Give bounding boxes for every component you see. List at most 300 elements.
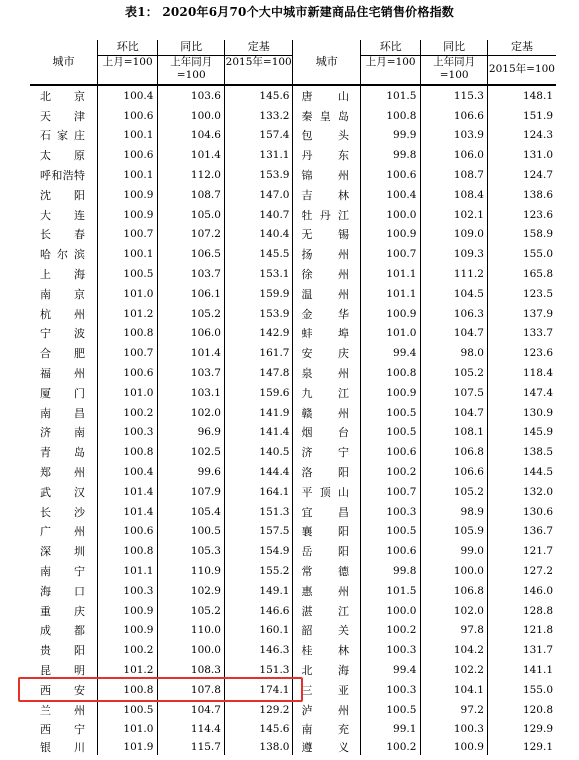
fixed-value-right: 144.5: [522, 466, 553, 479]
mom-value-left: 100.6: [98, 145, 158, 165]
table-row: [30, 581, 556, 601]
fixed-value-right: 148.1: [522, 89, 553, 102]
mom-value-right: 100.8: [360, 363, 420, 383]
city-name-right: 扬州: [293, 244, 361, 264]
fixed-header-right: 定基: [487, 40, 556, 55]
yoy-value-right: 97.8: [421, 621, 488, 641]
fixed-value-right: 147.4: [522, 386, 553, 399]
fixed-value-left: 129.2: [224, 700, 293, 720]
city-name-right: 吉林: [293, 185, 361, 205]
city-name-left: 西宁: [30, 720, 98, 740]
table-row: [30, 324, 556, 344]
city-name-right: 南充: [293, 720, 361, 740]
yoy-value-right: 104.7: [421, 324, 488, 344]
city-name-left: 南京: [30, 284, 98, 304]
city-name-left: 天津: [30, 106, 98, 126]
city-name-left: 杭州: [30, 304, 98, 324]
fixed-value-left: 159.9: [224, 284, 293, 304]
yoy-value-right: 100.9: [421, 739, 488, 755]
fixed-value-right: 128.8: [522, 604, 553, 617]
city-name-left: 青岛: [30, 442, 98, 462]
xian-highlight-box: [18, 677, 303, 702]
city-name-left: 银川: [30, 739, 98, 755]
yoy-value-left: 103.1: [158, 383, 225, 403]
mom-value-left: 100.8: [98, 541, 158, 561]
mom-value-left: 100.8: [98, 324, 158, 344]
yoy-value-right: 105.9: [421, 522, 488, 542]
mom-value-right: 100.8: [360, 106, 420, 126]
city-name-right: 金华: [293, 304, 361, 324]
fixed-value-right: 121.7: [522, 545, 553, 558]
yoy-value-left: 99.6: [158, 462, 225, 482]
city-name-left: 贵阳: [30, 640, 98, 660]
yoy-value-right: 106.8: [421, 581, 488, 601]
fixed-value-left: 147.8: [224, 363, 293, 383]
mom-value-left: 100.2: [98, 640, 158, 660]
fixed-value-right: 137.9: [522, 307, 553, 320]
table-row: [30, 264, 556, 284]
fixed-value-left: 153.1: [224, 264, 293, 284]
yoy-value-left: 105.2: [158, 304, 225, 324]
fixed-value-left: 141.4: [224, 423, 293, 443]
mom-value-right: 100.5: [360, 700, 420, 720]
yoy-value-left: 110.9: [158, 561, 225, 581]
fixed-value-left: 161.7: [224, 343, 293, 363]
city-name-right: 平顶山: [293, 482, 361, 502]
yoy-header-left: 同比: [158, 40, 225, 55]
city-name-left: 哈尔滨: [30, 244, 98, 264]
city-name-left: 南宁: [30, 561, 98, 581]
city-name-left: 大连: [30, 205, 98, 225]
yoy-value-right: 104.7: [421, 403, 488, 423]
fixed-value-right: 136.7: [522, 525, 553, 538]
yoy-value-right: 98.9: [421, 502, 488, 522]
yoy-value-left: 107.2: [158, 225, 225, 245]
mom-value-left: 100.6: [98, 106, 158, 126]
city-name-right: 无锡: [293, 225, 361, 245]
mom-value-right: 100.9: [360, 383, 420, 403]
yoy-value-right: 109.3: [421, 244, 488, 264]
fixed-value-left: 145.6: [224, 85, 293, 106]
table-row: [30, 423, 556, 443]
fixed-value-right: 131.0: [522, 149, 553, 162]
mom-value-left: 100.5: [98, 700, 158, 720]
table-row: [30, 343, 556, 363]
yoy-value-right: 100.0: [421, 561, 488, 581]
yoy-value-right: 106.0: [421, 145, 488, 165]
table-row: [30, 205, 556, 225]
mom-value-right: 100.2: [360, 621, 420, 641]
mom-value-right: 100.3: [360, 680, 420, 700]
city-name-left: 郑州: [30, 462, 98, 482]
mom-value-left: 101.2: [98, 660, 158, 680]
mom-value-left: 100.9: [98, 621, 158, 641]
table-row: [30, 126, 556, 146]
fixed-value-left: 146.6: [224, 601, 293, 621]
fixed-value-right: 130.9: [522, 406, 553, 419]
yoy-value-left: 108.3: [158, 660, 225, 680]
fixed-value-right: 145.9: [522, 426, 553, 439]
city-name-left: 厦门: [30, 383, 98, 403]
yoy-value-left: 100.5: [158, 522, 225, 542]
table-row: [30, 541, 556, 561]
fixed-value-right: 138.6: [522, 188, 553, 201]
mom-value-left: 100.9: [98, 601, 158, 621]
city-name-left: 宁波: [30, 324, 98, 344]
yoy-value-left: 115.7: [158, 739, 225, 755]
mom-value-right: 100.3: [360, 640, 420, 660]
city-name-left: 长沙: [30, 502, 98, 522]
fixed-header-left: 定基: [224, 40, 293, 55]
yoy-value-right: 108.4: [421, 185, 488, 205]
fixed-value-left: 151.3: [224, 660, 293, 680]
fixed-value-left: 164.1: [224, 482, 293, 502]
mom-value-left: 101.9: [98, 739, 158, 755]
fixed-value-left: 144.4: [224, 462, 293, 482]
city-name-left: 济南: [30, 423, 98, 443]
city-name-right: 九江: [293, 383, 361, 403]
yoy-value-left: 100.0: [158, 640, 225, 660]
yoy-value-right: 100.3: [421, 720, 488, 740]
fixed-value-left: 153.9: [224, 304, 293, 324]
table-row: [30, 482, 556, 502]
table-row: [30, 640, 556, 660]
yoy-value-left: 105.2: [158, 601, 225, 621]
yoy-value-left: 106.0: [158, 324, 225, 344]
city-name-right: 惠州: [293, 581, 361, 601]
city-name-right: 包头: [293, 126, 361, 146]
fixed-value-right: 120.8: [522, 703, 553, 716]
fixed-value-left: 151.3: [224, 502, 293, 522]
mom-value-right: 100.5: [360, 522, 420, 542]
fixed-value-left: 145.5: [224, 244, 293, 264]
city-header-left: 城市: [30, 40, 98, 85]
city-name-left: 兰州: [30, 700, 98, 720]
city-name-left: 呼和浩特: [30, 165, 98, 185]
yoy-value-left: 103.6: [158, 85, 225, 106]
city-name-right: 三亚: [293, 680, 361, 700]
fixed-value-right: 155.0: [522, 248, 553, 261]
fixed-subheader-right: 2015年=100: [487, 55, 556, 85]
fixed-value-left: 142.9: [224, 324, 293, 344]
mom-value-right: 101.0: [360, 324, 420, 344]
mom-value-right: 99.8: [360, 145, 420, 165]
table-row: [30, 106, 556, 126]
mom-value-left: 100.4: [98, 462, 158, 482]
fixed-value-right: 127.2: [522, 565, 553, 578]
yoy-value-left: 103.7: [158, 264, 225, 284]
mom-value-right: 100.0: [360, 205, 420, 225]
fixed-value-right: 121.8: [522, 624, 553, 637]
fixed-value-left: 138.0: [224, 739, 293, 755]
city-name-left: 成都: [30, 621, 98, 641]
yoy-value-right: 102.2: [421, 660, 488, 680]
mom-value-left: 100.8: [98, 680, 158, 700]
mom-value-left: 100.7: [98, 225, 158, 245]
yoy-value-left: 105.3: [158, 541, 225, 561]
fixed-value-right: 138.5: [522, 446, 553, 459]
mom-value-right: 99.8: [360, 561, 420, 581]
city-name-left: 沈阳: [30, 185, 98, 205]
yoy-value-left: 107.9: [158, 482, 225, 502]
mom-value-left: 101.1: [98, 561, 158, 581]
table-body: [30, 85, 556, 755]
yoy-value-right: 98.0: [421, 343, 488, 363]
fixed-value-left: 140.4: [224, 225, 293, 245]
mom-value-right: 101.1: [360, 264, 420, 284]
yoy-value-left: 104.7: [158, 700, 225, 720]
table-row: [30, 165, 556, 185]
yoy-value-right: 102.0: [421, 601, 488, 621]
mom-subheader-left: 上月=100: [98, 55, 158, 85]
city-name-right: 桂林: [293, 640, 361, 660]
fixed-value-right: 123.6: [522, 347, 553, 360]
table-row: [30, 244, 556, 264]
city-name-right: 泉州: [293, 363, 361, 383]
yoy-value-left: 106.1: [158, 284, 225, 304]
mom-value-left: 100.4: [98, 85, 158, 106]
yoy-value-left: 107.8: [158, 680, 225, 700]
fixed-value-right: 158.9: [522, 228, 553, 241]
city-name-left: 北京: [30, 85, 98, 106]
yoy-value-left: 101.4: [158, 343, 225, 363]
mom-value-right: 100.2: [360, 462, 420, 482]
city-name-right: 徐州: [293, 264, 361, 284]
city-name-right: 韶关: [293, 621, 361, 641]
city-name-right: 宜昌: [293, 502, 361, 522]
mom-value-left: 101.0: [98, 284, 158, 304]
fixed-value-left: 157.4: [224, 126, 293, 146]
table-row: [30, 621, 556, 641]
yoy-value-right: 106.3: [421, 304, 488, 324]
city-name-right: 安庆: [293, 343, 361, 363]
mom-value-right: 100.3: [360, 502, 420, 522]
mom-value-left: 100.6: [98, 522, 158, 542]
fixed-value-left: 154.9: [224, 541, 293, 561]
yoy-value-right: 104.5: [421, 284, 488, 304]
yoy-value-right: 108.7: [421, 165, 488, 185]
city-name-right: 襄阳: [293, 522, 361, 542]
mom-value-right: 100.7: [360, 482, 420, 502]
yoy-value-left: 100.0: [158, 106, 225, 126]
city-name-left: 南昌: [30, 403, 98, 423]
fixed-value-right: 124.7: [522, 169, 553, 182]
fixed-value-right: 133.7: [522, 327, 553, 340]
city-name-right: 济宁: [293, 442, 361, 462]
city-name-left: 上海: [30, 264, 98, 284]
city-name-right: 遵义: [293, 739, 361, 755]
mom-value-right: 101.1: [360, 284, 420, 304]
fixed-value-left: 155.2: [224, 561, 293, 581]
table-row: [30, 700, 556, 720]
mom-value-left: 101.2: [98, 304, 158, 324]
mom-value-left: 100.1: [98, 126, 158, 146]
mom-value-left: 100.8: [98, 442, 158, 462]
yoy-value-left: 112.0: [158, 165, 225, 185]
city-name-right: 洛阳: [293, 462, 361, 482]
mom-value-right: 100.6: [360, 165, 420, 185]
mom-value-left: 100.6: [98, 363, 158, 383]
fixed-value-right: 146.0: [522, 584, 553, 597]
mom-value-right: 101.5: [360, 581, 420, 601]
yoy-subheader-left: 上年同月=100: [158, 55, 225, 85]
yoy-value-right: 109.0: [421, 225, 488, 245]
yoy-value-left: 103.7: [158, 363, 225, 383]
yoy-value-right: 103.9: [421, 126, 488, 146]
yoy-value-left: 96.9: [158, 423, 225, 443]
mom-value-right: 100.5: [360, 403, 420, 423]
mom-value-right: 99.9: [360, 126, 420, 146]
fixed-value-left: 146.3: [224, 640, 293, 660]
city-name-left: 石家庄: [30, 126, 98, 146]
yoy-value-left: 105.4: [158, 502, 225, 522]
fixed-value-right: 123.6: [522, 208, 553, 221]
city-name-left: 昆明: [30, 660, 98, 680]
city-name-right: 岳阳: [293, 541, 361, 561]
mom-value-left: 100.9: [98, 205, 158, 225]
table-row: [30, 601, 556, 621]
table-row: [30, 720, 556, 740]
mom-value-left: 100.2: [98, 403, 158, 423]
table-row: [30, 522, 556, 542]
fixed-value-right: 124.3: [522, 129, 553, 142]
yoy-value-right: 107.5: [421, 383, 488, 403]
yoy-value-left: 114.4: [158, 720, 225, 740]
mom-value-left: 100.9: [98, 185, 158, 205]
mom-value-right: 100.9: [360, 304, 420, 324]
table-row: [30, 383, 556, 403]
yoy-value-right: 104.2: [421, 640, 488, 660]
city-name-right: 北海: [293, 660, 361, 680]
mom-value-right: 100.6: [360, 541, 420, 561]
city-name-left: 太原: [30, 145, 98, 165]
mom-value-right: 100.2: [360, 739, 420, 755]
city-name-right: 蚌埠: [293, 324, 361, 344]
yoy-value-right: 102.1: [421, 205, 488, 225]
table-row: [30, 304, 556, 324]
mom-value-left: 101.4: [98, 482, 158, 502]
fixed-value-left: 145.6: [224, 720, 293, 740]
mom-value-right: 100.4: [360, 185, 420, 205]
yoy-value-left: 104.6: [158, 126, 225, 146]
table-row: [30, 442, 556, 462]
mom-value-right: 100.5: [360, 423, 420, 443]
table-row: [30, 145, 556, 165]
fixed-value-right: 132.0: [522, 485, 553, 498]
fixed-value-right: 129.1: [522, 741, 553, 754]
city-name-right: 赣州: [293, 403, 361, 423]
mom-header-left: 环比: [98, 40, 158, 55]
mom-value-left: 100.7: [98, 343, 158, 363]
yoy-value-left: 102.9: [158, 581, 225, 601]
fixed-value-left: 149.1: [224, 581, 293, 601]
yoy-value-right: 99.0: [421, 541, 488, 561]
fixed-value-right: 131.7: [522, 644, 553, 657]
yoy-value-right: 97.2: [421, 700, 488, 720]
mom-value-left: 101.4: [98, 502, 158, 522]
mom-value-left: 101.0: [98, 720, 158, 740]
fixed-subheader-left: 2015年=100: [224, 55, 293, 85]
table-row: [30, 85, 556, 106]
city-name-left: 深圳: [30, 541, 98, 561]
fixed-value-right: 151.9: [522, 109, 553, 122]
mom-value-right: 99.4: [360, 343, 420, 363]
fixed-value-left: 133.2: [224, 106, 293, 126]
table-row: [30, 502, 556, 522]
fixed-value-left: 174.1: [224, 680, 293, 700]
fixed-value-left: 141.9: [224, 403, 293, 423]
city-name-left: 福州: [30, 363, 98, 383]
city-name-right: 常德: [293, 561, 361, 581]
city-name-left: 合肥: [30, 343, 98, 363]
fixed-value-left: 160.1: [224, 621, 293, 641]
mom-header-right: 环比: [360, 40, 420, 55]
fixed-value-right: 141.1: [522, 664, 553, 676]
mom-value-right: 100.9: [360, 225, 420, 245]
yoy-value-left: 110.0: [158, 621, 225, 641]
yoy-header-right: 同比: [421, 40, 488, 55]
table-row: [30, 185, 556, 205]
fixed-value-right: 155.0: [522, 683, 553, 696]
yoy-value-right: 104.1: [421, 680, 488, 700]
yoy-value-right: 106.6: [421, 106, 488, 126]
fixed-value-right: 165.8: [522, 268, 553, 281]
yoy-value-left: 102.0: [158, 403, 225, 423]
price-index-table: [30, 40, 556, 755]
table-row: [30, 561, 556, 581]
city-name-left: 海口: [30, 581, 98, 601]
mom-value-left: 101.0: [98, 383, 158, 403]
table-title: 表1： 2020年6月70个大中城市新建商品住宅销售价格指数: [125, 5, 454, 19]
fixed-value-left: 140.7: [224, 205, 293, 225]
yoy-value-right: 106.6: [421, 462, 488, 482]
mom-value-right: 99.1: [360, 720, 420, 740]
fixed-value-left: 147.0: [224, 185, 293, 205]
city-name-right: 温州: [293, 284, 361, 304]
yoy-value-left: 101.4: [158, 145, 225, 165]
yoy-value-left: 102.5: [158, 442, 225, 462]
mom-value-right: 101.5: [360, 85, 420, 106]
fixed-value-left: 131.1: [224, 145, 293, 165]
mom-value-right: 99.4: [360, 660, 420, 680]
fixed-value-left: 159.6: [224, 383, 293, 403]
fixed-value-right: 118.4: [522, 367, 553, 380]
city-name-left: 重庆: [30, 601, 98, 621]
mom-value-right: 100.6: [360, 442, 420, 462]
fixed-value-left: 140.5: [224, 442, 293, 462]
city-name-right: 烟台: [293, 423, 361, 443]
mom-value-right: 100.0: [360, 601, 420, 621]
yoy-value-right: 105.2: [421, 482, 488, 502]
yoy-value-left: 105.0: [158, 205, 225, 225]
city-name-left: 长春: [30, 225, 98, 245]
yoy-value-right: 111.2: [421, 264, 488, 284]
mom-value-left: 100.1: [98, 165, 158, 185]
yoy-value-right: 106.8: [421, 442, 488, 462]
yoy-value-right: 108.1: [421, 423, 488, 443]
city-name-right: 泸州: [293, 700, 361, 720]
yoy-value-right: 105.2: [421, 363, 488, 383]
table-row: [30, 403, 556, 423]
city-name-left: 武汉: [30, 482, 98, 502]
fixed-value-right: 129.9: [522, 723, 553, 736]
fixed-value-right: 123.5: [522, 287, 553, 300]
yoy-subheader-right: 上年同月=100: [421, 55, 488, 85]
city-name-left: 广州: [30, 522, 98, 542]
mom-subheader-right: 上月=100: [360, 55, 420, 85]
fixed-value-left: 157.5: [224, 522, 293, 542]
table-row: [30, 739, 556, 755]
